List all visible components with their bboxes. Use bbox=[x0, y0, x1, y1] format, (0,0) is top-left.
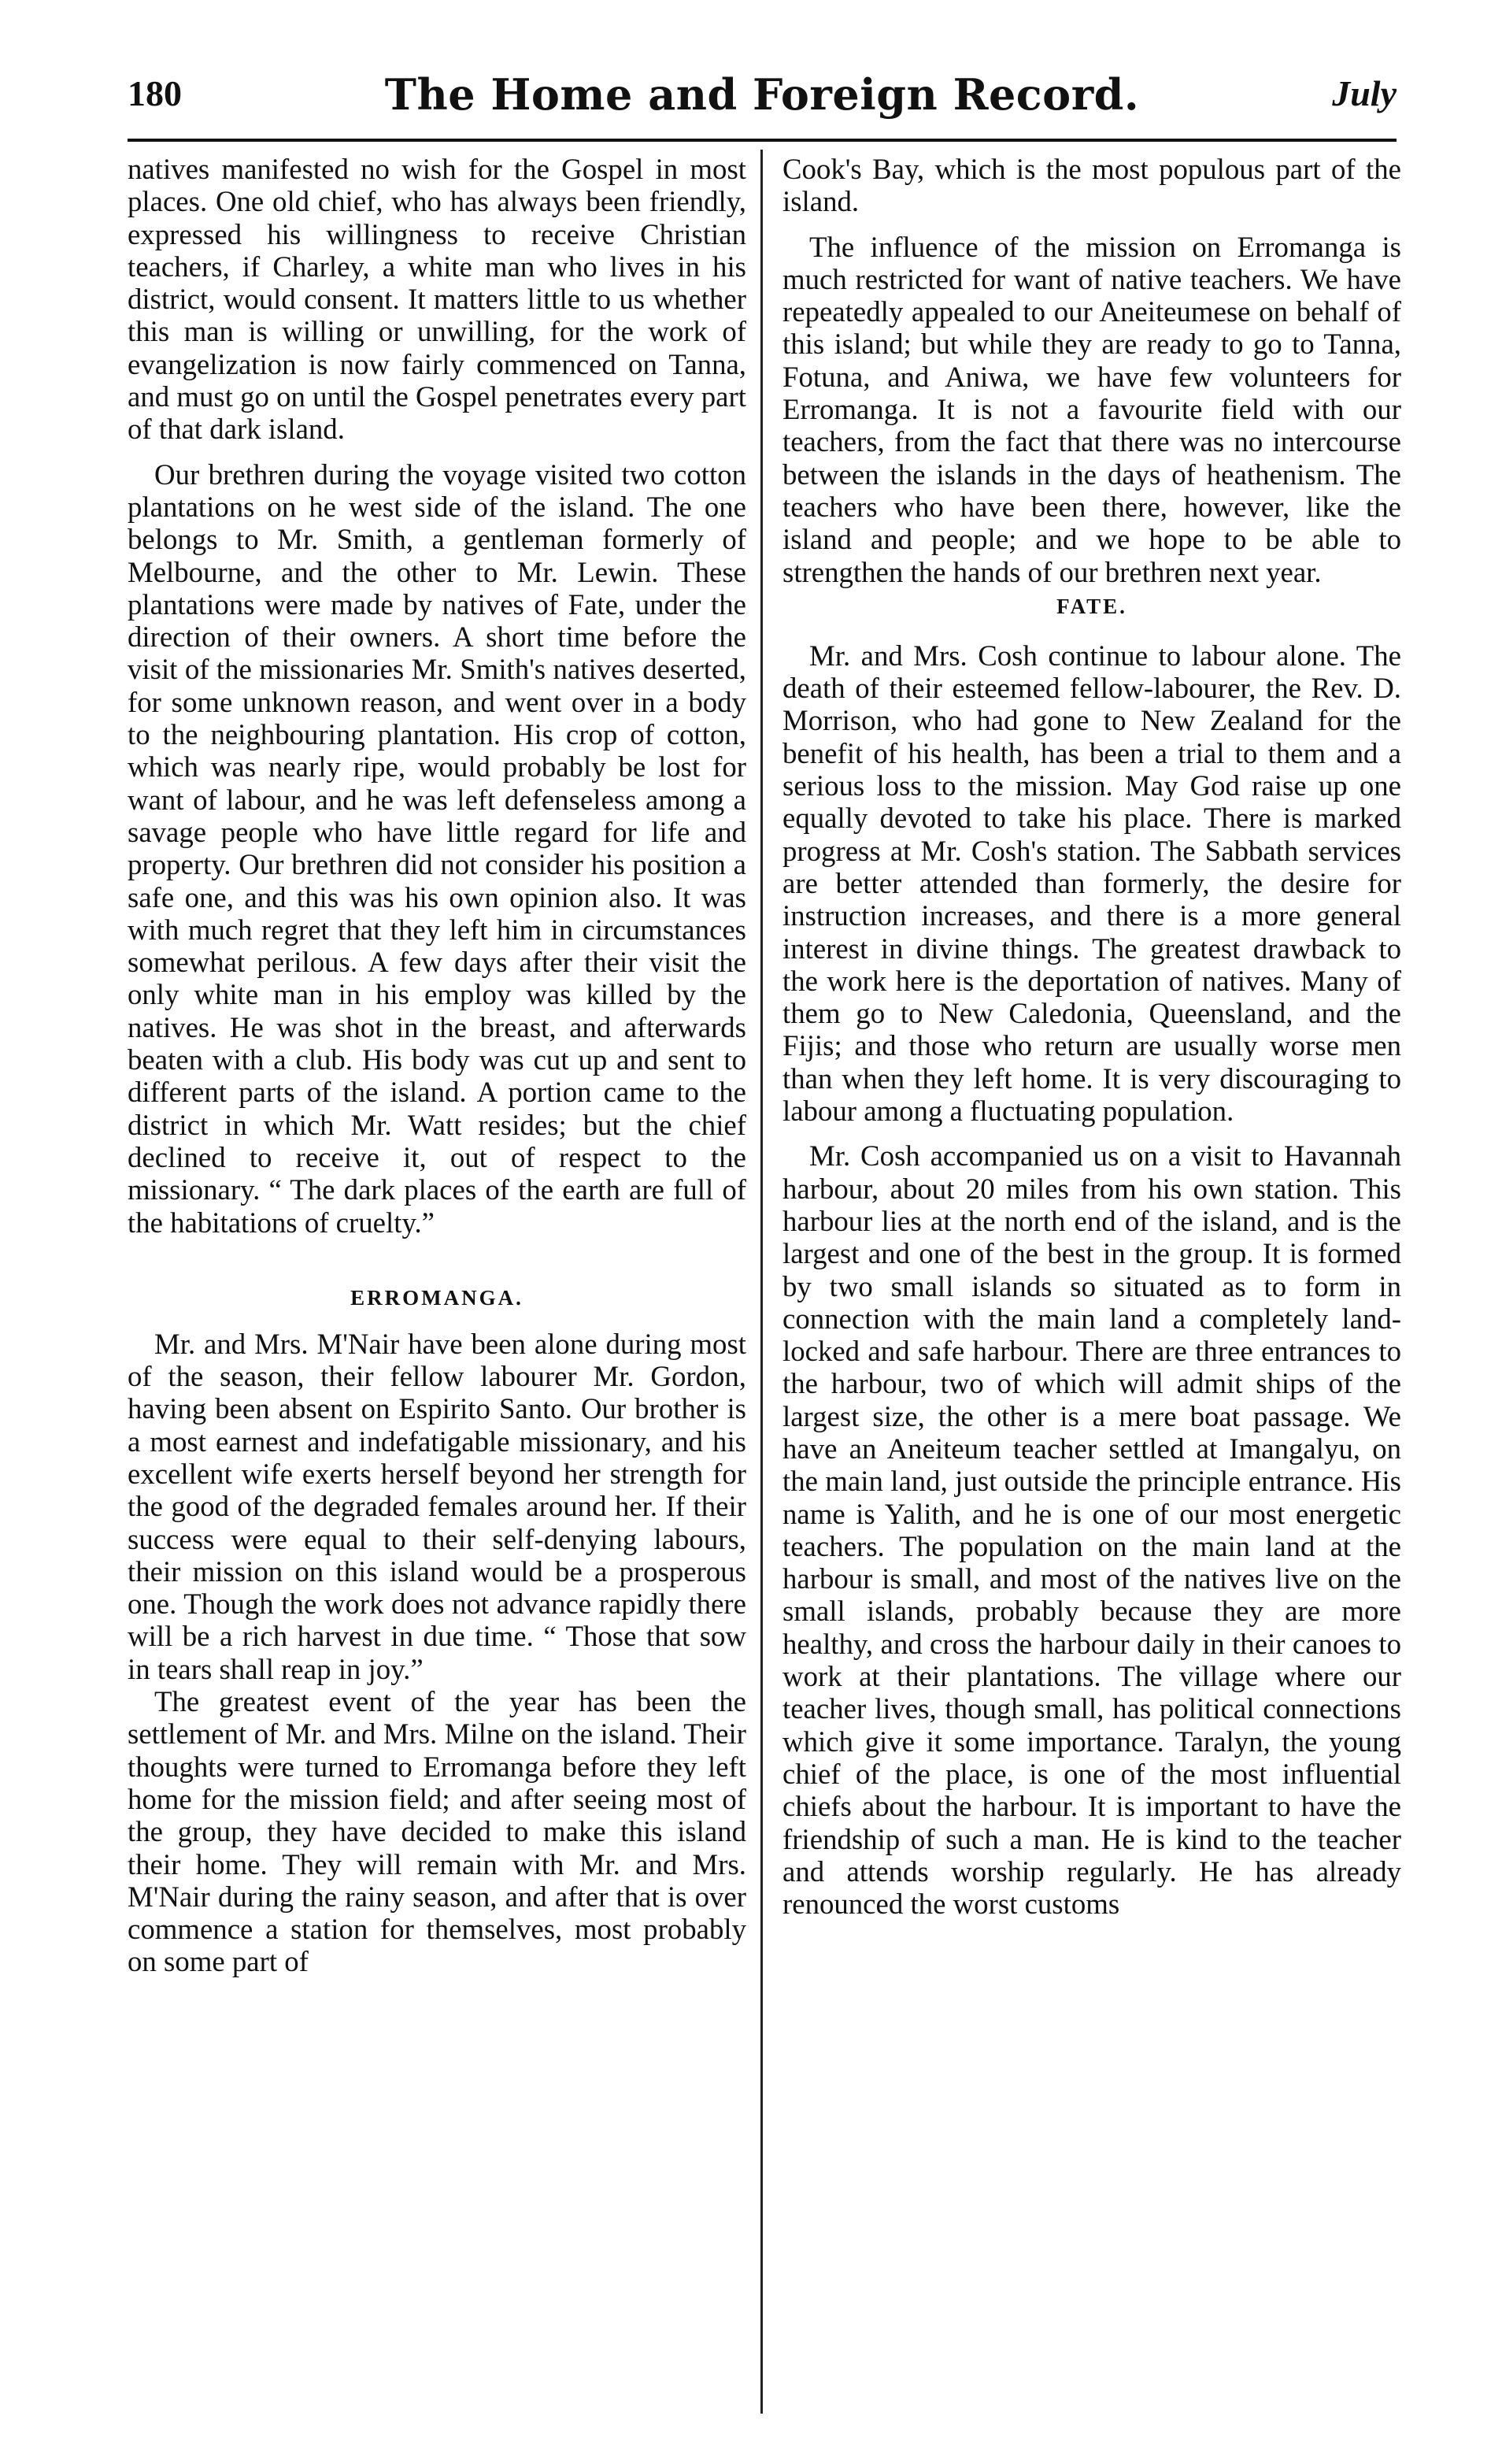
column-divider bbox=[760, 150, 763, 2414]
left-paragraph-4: The greatest event of the year has been the settlement of Mr. and Mrs. Milne on the island. Their thoughts were turned to Erromanga before they left home for the mission field; and after seeing most of the group, they have decided to make this island their home. They will remain with Mr. and Mrs. M'Nair during the rainy season, and after that is over commence a station for themselves, most probably on some part of bbox=[128, 1685, 746, 1978]
right-paragraph-4: Mr. Cosh accompanied us on a visit to Havannah harbour, about 20 miles from his own station. This harbour lies at the north end of the island, and is the largest and one of the best in the group. It is formed by two small islands so situated as to form in connection with the main land a completely land-locked and safe harbour. There are three entrances to the harbour, two of which will admit ships of the largest size, the other is a mere boat passage. We have an Aneiteum teacher settled at Imangalyu, on the main land, just outside the principle entrance. His name is Yalith, and he is one of our most energetic teachers. The population on the main land at the harbour is small, and most of the natives live on the small islands, probably because they are more healthy, and cross the harbour daily in their canoes to work at their plantations. The village where our teacher lives, though small, has political connections which give it some importance. Taralyn, the young chief of the place, is one of the most influential chiefs about the harbour. It is important to have the friendship of such a man. He is kind to the teacher and attends worship regularly. He has already renounced the worst customs bbox=[782, 1139, 1401, 1921]
page-header bbox=[128, 69, 1397, 123]
right-paragraph-2: The influence of the mission on Erromanga is much restricted for want of native teachers. We have repeatedly appealed to our Aneiteumese on behalf of this island; but while they are ready to go to Tanna, Fotuna, and Aniwa, we have few volunteers for Erromanga. It is not a favourite field with our teachers, from the fact that there was no intercourse between the islands in the days of heathenism. The teachers who have been there, however, like the island and people; and we hope to be able to strengthen the hands of our brethren next year. bbox=[782, 230, 1401, 588]
header-rule bbox=[128, 139, 1397, 142]
right-paragraph-1: Cook's Bay, which is the most populous part of the island. bbox=[782, 153, 1401, 218]
section-heading-erromanga: ERROMANGA. bbox=[350, 1285, 523, 1310]
right-column bbox=[782, 153, 1401, 1920]
issue-month: July bbox=[1332, 73, 1397, 113]
left-column bbox=[128, 153, 746, 1978]
running-title: The Home and Foreign Record. bbox=[384, 69, 1140, 120]
right-paragraph-3: Mr. and Mrs. Cosh continue to labour alone. The death of their esteemed fellow-labourer, the Rev. D. Morrison, who had gone to New Zealand for the benefit of his health, has been a trial to them and a serious loss to the mission. May God raise up one equally devoted to take his place. There is marked progress at Mr. Cosh's station. The Sabbath services are better attended than formerly, the desire for instruction increases, and there is a more general interest in divine things. The greatest drawback to the work here is the deportation of natives. Many of them go to New Caledonia, Queensland, and the Fijis; and those who return are usually worse men than when they left home. It is very discouraging to labour among a fluctuating population. bbox=[782, 639, 1401, 1128]
page-number: 180 bbox=[128, 73, 182, 113]
section-heading-fate: FATE. bbox=[1056, 594, 1127, 618]
left-paragraph-2: Our brethren during the voyage visited two cotton plantations on he west side of the island. The one belongs to Mr. Smith, a gentleman formerly of Melbourne, and the other to Mr. Lewin. These plantations were made by natives of Fate, under the direction of their owners. A short time before the visit of the missionaries Mr. Smith's natives deserted, for some unknown reason, and went over in a body to the neighbouring plantation. His crop of cotton, which was nearly ripe, would probably be lost for want of labour, and he was left defenseless among a savage people who have little regard for life and property. Our brethren did not consider his position a safe one, and this was his own opinion also. It was with much regret that they left him in circumstances somewhat perilous. A few days after their visit the only white man in his employ was killed by the natives. He was shot in the breast, and afterwards beaten with a club. His body was cut up and sent to different parts of the island. A portion came to the district in which Mr. Watt resides; but the chief declined to receive it, out of respect to the missionary. “ The dark places of the earth are full of the habitations of cruelty.” bbox=[128, 458, 746, 1239]
left-paragraph-1: natives manifested no wish for the Gospel in most places. One old chief, who has always been friendly, expressed his willingness to receive Christian teachers, if Charley, a white man who lives in his district, would consent. It matters little to us whether this man is willing or unwilling, for the work of evangelization is now fairly commenced on Tanna, and must go on until the Gospel penetrates every part of that dark island. bbox=[128, 153, 746, 446]
left-paragraph-3: Mr. and Mrs. M'Nair have been alone during most of the season, their fellow labourer Mr. Gordon, having been absent on Espirito Santo. Our brother is a most earnest and indefatigable missionary, and his excellent wife exerts herself beyond her strength for the good of the degraded females around her. If their success were equal to their self-denying labours, their mission on this island would be a prosperous one. Though the work does not advance rapidly there will be a rich harvest in due time. “ Those that sow in tears shall reap in joy.” bbox=[128, 1327, 746, 1685]
